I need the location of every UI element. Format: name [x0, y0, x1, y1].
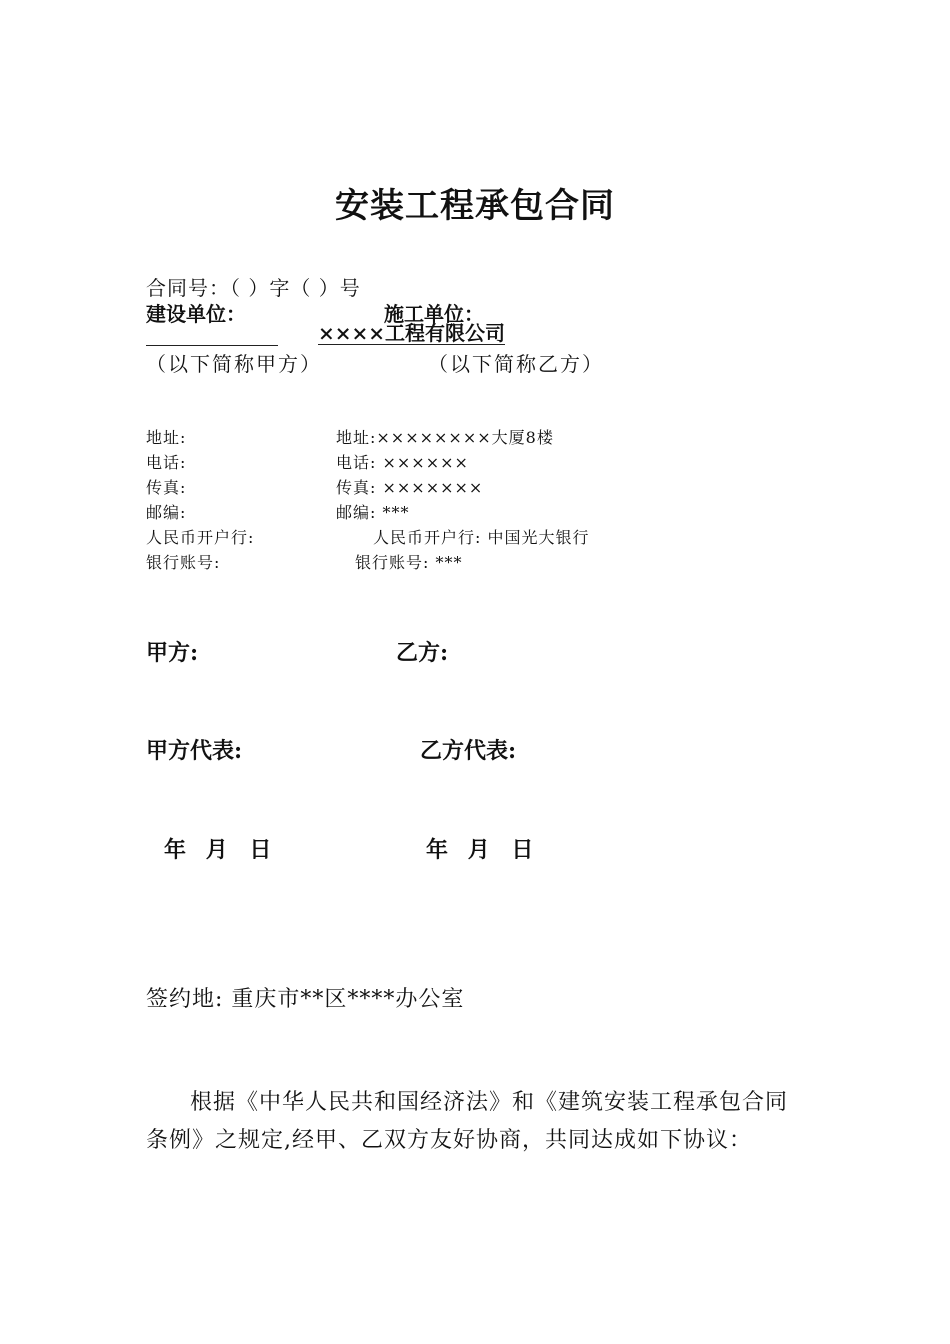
- party-a-representative-label: 甲方代表:: [146, 738, 243, 764]
- party-a-signature-label: 甲方:: [146, 640, 199, 666]
- month-label: 月: [467, 837, 490, 863]
- party-a-phone-label: 电话:: [146, 453, 187, 472]
- party-a-postcode-label: 邮编:: [146, 503, 187, 522]
- party-b-date: [426, 833, 533, 864]
- day-label: 日: [249, 837, 272, 863]
- party-a-address-label: 地址:: [146, 428, 187, 447]
- party-b-signature-label: 乙方:: [396, 640, 449, 666]
- party-b-company-name: ××××工程有限公司: [318, 321, 506, 345]
- party-a-date: [164, 833, 271, 864]
- month-label: 月: [205, 837, 228, 863]
- party-b-fax: 传真: ×××××××: [336, 478, 484, 497]
- party-a-fax-label: 传真:: [146, 478, 187, 497]
- party-a-bank-label: 人民币开户行:: [146, 528, 255, 547]
- party-a-account-label: 银行账号:: [146, 553, 221, 572]
- party-a-unit-blank: [146, 345, 278, 346]
- party-b-bank: 人民币开户行: 中国光大银行: [373, 528, 590, 547]
- party-b-postcode: 邮编: ***: [336, 503, 410, 522]
- party-b-alias: （以下简称乙方）: [428, 352, 604, 376]
- party-a-alias: （以下简称甲方）: [146, 352, 322, 376]
- day-label: 日: [511, 837, 534, 863]
- intro-paragraph: 根据《中华人民共和国经济法》和《建筑安装工程承包合同条例》之规定,经甲、乙双方友好协商，共同达成如下协议：: [146, 1090, 789, 1153]
- contract-number: 合同号：（ ）字（ ）号: [146, 276, 361, 300]
- party-b-unit-label: 施工单位：: [384, 302, 484, 326]
- party-b-phone: 电话: ××××××: [336, 453, 469, 472]
- year-label: 年: [164, 837, 187, 863]
- year-label: 年: [426, 837, 449, 863]
- party-b-address: 地址:××××××××大厦8楼: [336, 428, 554, 447]
- document-title: 安装工程承包合同: [335, 186, 615, 226]
- party-b-representative-label: 乙方代表:: [420, 738, 517, 764]
- party-b-account: 银行账号: ***: [355, 553, 463, 572]
- signing-place: 签约地: 重庆市**区****办公室: [146, 987, 465, 1012]
- party-a-unit-label: 建设单位：: [146, 302, 246, 326]
